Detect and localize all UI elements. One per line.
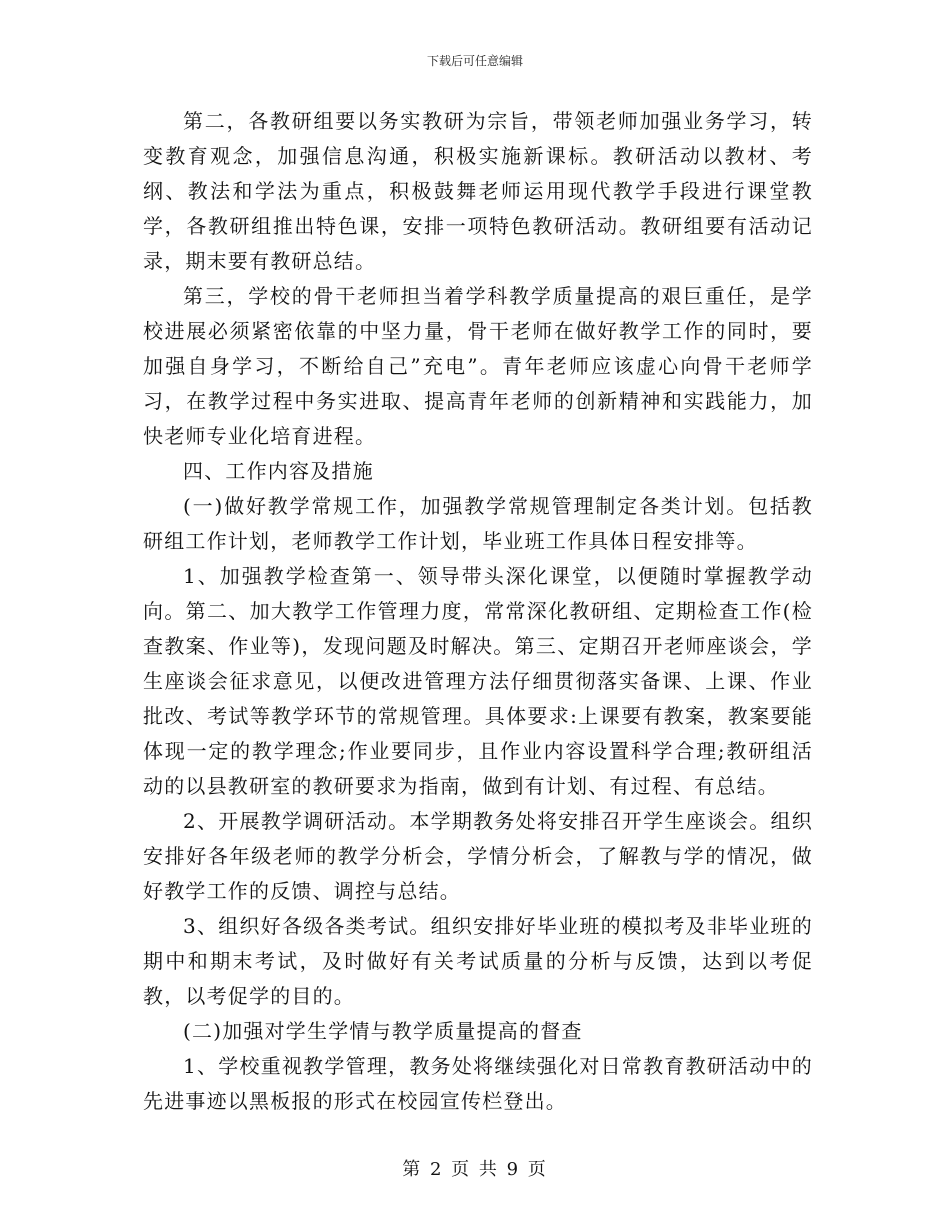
section-heading-work-content: 四、工作内容及措施 — [183, 459, 374, 483]
subsection-heading-supervision: (二)加强对学生学情与教学质量提高的督查 — [183, 1019, 583, 1043]
page-number-footer: 第 2 页 共 9 页 — [402, 1159, 548, 1180]
document-body — [143, 104, 813, 1119]
paragraph-third: 第三，学校的骨干老师担当着学科教学质量提高的艰巨重任，是学校进展必须紧密依靠的中坚力量，骨干老师在做好教学工作的同时，要加强自身学习，不断给自己”充电”。青年老师应该虚心向骨干老师学习，在教学过程中务实进取、提高青年老师的创新精神和实践能力，加快老师专业化培育进程。 — [143, 284, 813, 448]
paragraph-item-1-management: 1、学校重视教学管理，教务处将继续强化对日常教育教研活动中的先进事迹以黑板报的形式在校园宣传栏登出。 — [143, 1054, 813, 1113]
paragraph-second: 第二，各教研组要以务实教研为宗旨，带领老师加强业务学习，转变教育观念，加强信息沟通，积极实施新课标。教研活动以教材、考纲、教法和学法为重点，积极鼓舞老师运用现代教学手段进行课堂教学，各教研组推出特色课，安排一项特色教研活动。教研组要有活动记录，期末要有教研总结。 — [143, 109, 813, 273]
subsection-heading-routine-work: (一)做好教学常规工作，加强教学常规管理制定各类计划。包括教研组工作计划，老师教学工作计划，毕业班工作具体日程安排等。 — [143, 494, 813, 553]
paragraph-item-3-exams: 3、组织好各级各类考试。组织安排好毕业班的模拟考及非毕业班的期中和期末考试，及时做好有关考试质量的分析与反馈，达到以考促教，以考促学的目的。 — [143, 914, 813, 1008]
paragraph-item-2-research: 2、开展教学调研活动。本学期教务处将安排召开学生座谈会。组织安排好各年级老师的教学分析会，学情分析会，了解教与学的情况，做好教学工作的反馈、调控与总结。 — [143, 809, 813, 903]
header-note: 下载后可任意编辑 — [426, 54, 523, 68]
paragraph-item-1-inspection: 1、加强教学检查第一、领导带头深化课堂，以便随时掌握教学动向。第二、加大教学工作管理力度，常常深化教研组、定期检查工作(检查教案、作业等)，发现问题及时解决。第三、定期召开老师座谈会，学生座谈会征求意见，以便改进管理方法仔细贯彻落实备课、上课、作业批改、考试等教学环节的常规管理。具体要求:上课要有教案，教案要能体现一定的教学理念;作业要同步，且作业内容设置科学合理;教研组活动的以县教研室的教研要求为指南，做到有计划、有过程、有总结。 — [143, 564, 813, 798]
